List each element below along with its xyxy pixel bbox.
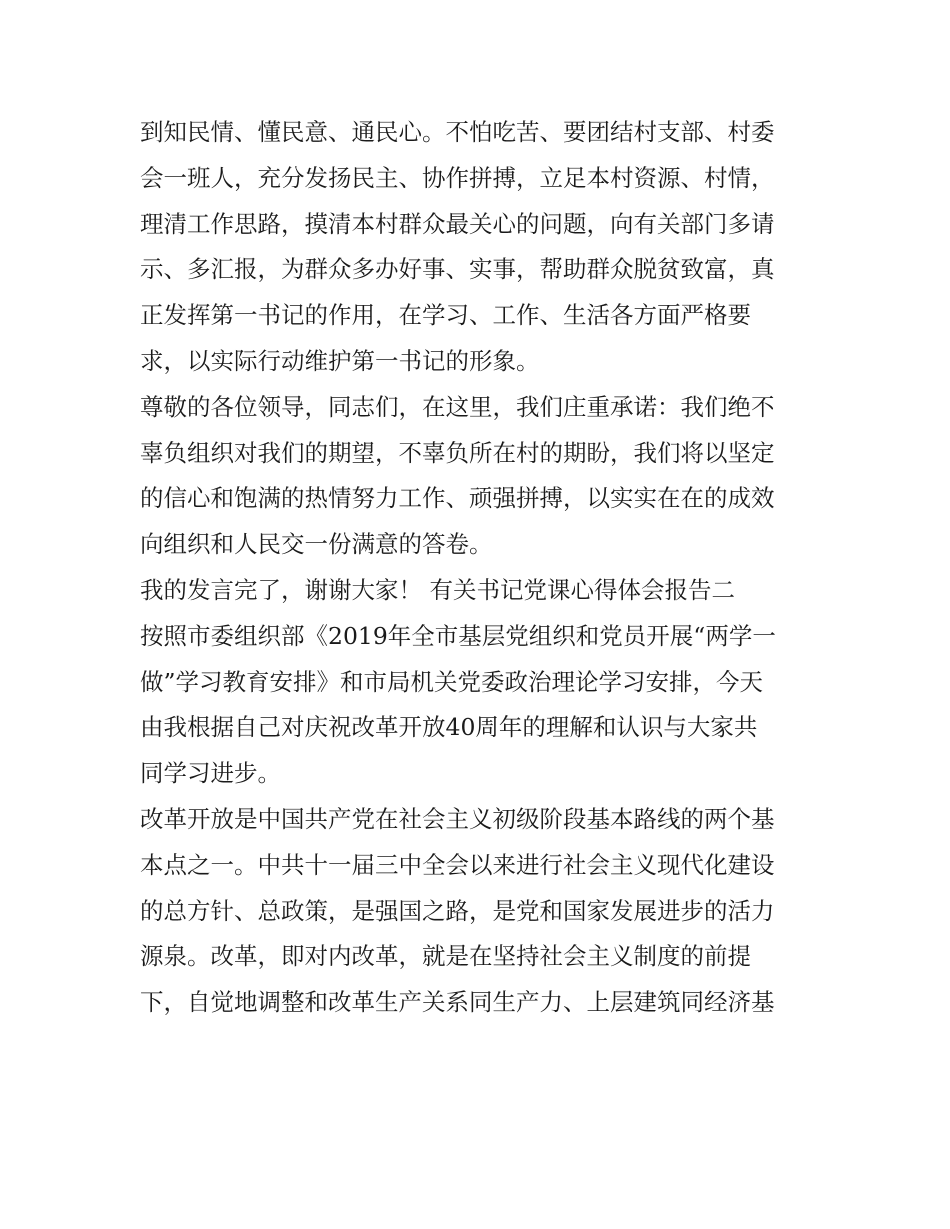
document-body [140, 110, 815, 1026]
text-line: 本点之一。中共十一届三中全会以来进行社会主义现代化建设 [140, 850, 775, 879]
text-line: 正发挥第一书记的作用，在学习、工作、生活各方面严格要 [140, 301, 751, 330]
text-line: 源泉。改革，即对内改革，就是在坚持社会主义制度的前提 [140, 942, 751, 971]
text-line: 求，以实际行动维护第一书记的形象。 [140, 346, 540, 375]
text-line: 到知民情、懂民意、通民心。不怕吃苦、要团结村支部、村委 [140, 118, 775, 146]
text-line: 按照市委组织部《2019年全市基层党组织和党员开展“两学一 [140, 621, 776, 650]
text-line: 改革开放是中国共产党在社会主义初级阶段基本路线的两个基 [140, 804, 775, 833]
text-line: 我的发言完了，谢谢大家！ 有关书记党课心得体会报告二 [140, 575, 735, 604]
text-line: 下，自觉地调整和改革生产关系同生产力、上层建筑同经济基 [140, 988, 775, 1017]
text-line: 尊敬的各位领导，同志们，在这里，我们庄重承诺：我们绝不 [140, 392, 775, 421]
text-line: 的信心和饱满的热情努力工作、顽强拼搏，以实实在在的成效 [140, 484, 775, 513]
text-line: 的总方针、总政策，是强国之路，是党和国家发展进步的活力 [140, 896, 775, 925]
text-line: 示、多汇报，为群众多办好事、实事，帮助群众脱贫致富，真 [140, 255, 775, 284]
text-line: 会一班人，充分发扬民主、协作拼搏，立足本村资源、村情， [140, 163, 775, 192]
text-line: 由我根据自己对庆祝改革开放40周年的理解和认识与大家共 [140, 713, 758, 742]
text-line: 做”学习教育安排》和市局机关党委政治理论学习安排，今天 [140, 667, 764, 696]
text-line: 辜负组织对我们的期望，不辜负所在村的期盼，我们将以坚定 [140, 438, 775, 467]
text-line: 向组织和人民交一份满意的答卷。 [140, 530, 493, 559]
text-line: 理清工作思路，摸清本村群众最关心的问题，向有关部门多请 [140, 209, 775, 238]
text-line: 同学习进步。 [140, 759, 281, 788]
